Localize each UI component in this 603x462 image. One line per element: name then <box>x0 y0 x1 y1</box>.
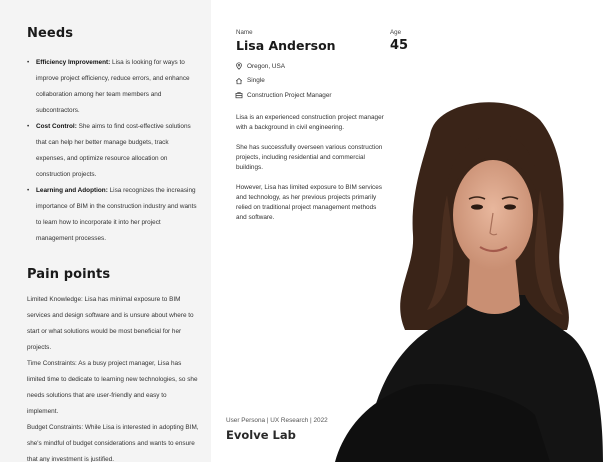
name-block <box>236 29 409 53</box>
status-row <box>235 74 332 89</box>
bio-paragraph: Lisa is an experienced construction project manager with a background in civil engineering. <box>236 114 384 131</box>
occupation-text: Construction Project Manager <box>247 91 332 99</box>
bio-paragraph: She has successfully overseen various construction projects, including residential and commercial buildings. <box>236 144 383 171</box>
brand-name: Evolve Lab <box>226 428 296 442</box>
need-item-text: Lisa is looking for ways to improve project efficiency, reduce errors, and enhance collaboration among her team members and subcontractors. <box>36 59 190 114</box>
pain-points-heading: Pain points <box>27 267 111 282</box>
location-row <box>235 59 332 74</box>
need-item-text: She aims to find cost-effective solutions that can help her better manage budgets, track expenses, and optimize resource allocation on construction projects. <box>36 123 191 178</box>
persona-name: Lisa Anderson <box>236 38 336 53</box>
name-label: Name <box>236 29 253 36</box>
pain-point: Time Constraints: As a busy project manager, Lisa has limited time to dedicate to learning new technologies, so she needs solutions that are user-friendly and easy to implement. <box>27 360 198 415</box>
status-text: Single <box>247 77 265 85</box>
need-item <box>27 183 199 247</box>
home-icon <box>235 77 243 85</box>
left-panel <box>0 0 211 462</box>
persona-age: 45 <box>390 38 409 53</box>
footer-meta: User Persona | UX Research | 2022 <box>226 417 328 424</box>
need-item-text: Lisa recognizes the increasing importance of BIM in the construction industry and wants to learn how to incorporate it into her project management processes. <box>36 187 197 242</box>
location-text: Oregon, USA <box>247 62 286 70</box>
need-item-label: Learning and Adoption: <box>36 187 108 194</box>
pain-point: Limited Knowledge: Lisa has minimal exposure to BIM services and design software and is unsure about where to start or what solutions would be most beneficial for her projects. <box>27 296 194 351</box>
need-item-label: Efficiency Improvement: <box>36 59 111 66</box>
need-item-label: Cost Control: <box>36 123 77 130</box>
pain-points-list <box>27 292 199 462</box>
needs-list <box>27 55 199 247</box>
needs-heading: Needs <box>27 26 74 41</box>
occupation-row <box>235 88 332 103</box>
footer <box>226 417 328 442</box>
need-item <box>27 119 199 183</box>
need-item <box>27 55 199 119</box>
bio-paragraph: However, Lisa has limited exposure to BIM services and technology, as her previous projects primarily relied on traditional project management methods and software. <box>236 184 382 221</box>
persona-facts <box>235 59 332 103</box>
briefcase-icon <box>235 91 243 99</box>
persona-photo <box>335 95 603 462</box>
location-pin-icon <box>235 62 243 70</box>
pain-point: Budget Constraints: While Lisa is interested in adopting BIM, she's mindful of budget considerations and wants to ensure that any investment is justified. <box>27 424 199 462</box>
age-label: Age <box>390 29 402 36</box>
age-block <box>390 29 408 53</box>
